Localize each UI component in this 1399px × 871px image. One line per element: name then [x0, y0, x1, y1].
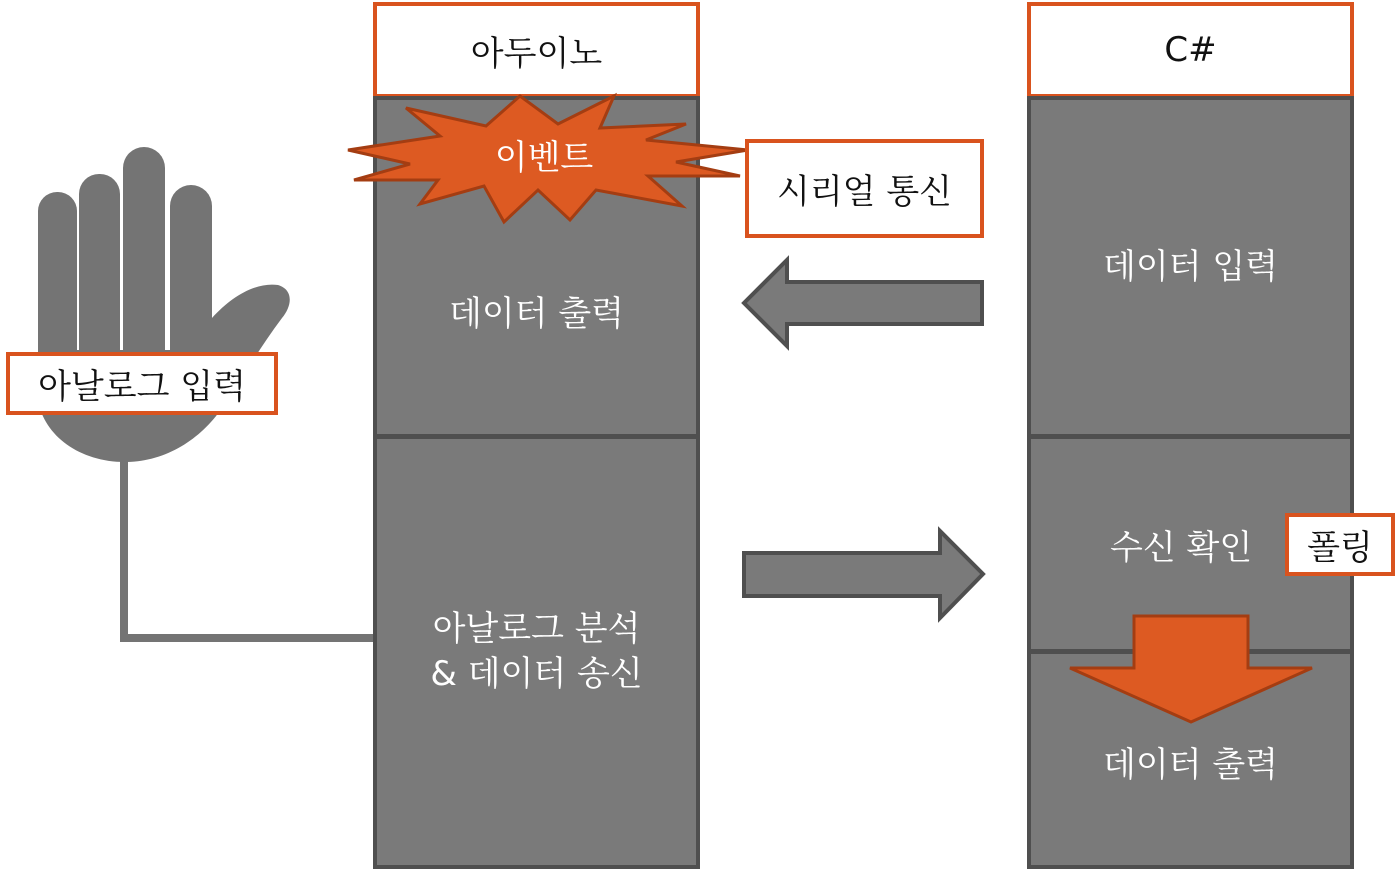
csharp-receive-label: 수신 확인 — [1110, 528, 1253, 568]
csharp-output-label: 데이터 출력 — [1102, 745, 1279, 785]
arduino-header: 아두이노 — [373, 2, 700, 98]
csharp-input-label: 데이터 입력 — [1102, 246, 1279, 287]
arduino-analysis-line1: 아날로그 분석 — [432, 609, 641, 650]
arduino-output-label: 데이터 출력 — [448, 294, 625, 334]
down-arrow-icon — [1070, 616, 1312, 722]
arduino-analysis-line2: & 데이터 송신 — [430, 654, 643, 694]
polling-tag: 폴링 — [1285, 513, 1395, 576]
serial-tag: 시리얼 통신 — [745, 139, 984, 238]
analog-input-tag: 아날로그 입력 — [6, 352, 278, 415]
event-label: 이벤트 — [494, 137, 594, 178]
csharp-header: C# — [1027, 2, 1354, 98]
